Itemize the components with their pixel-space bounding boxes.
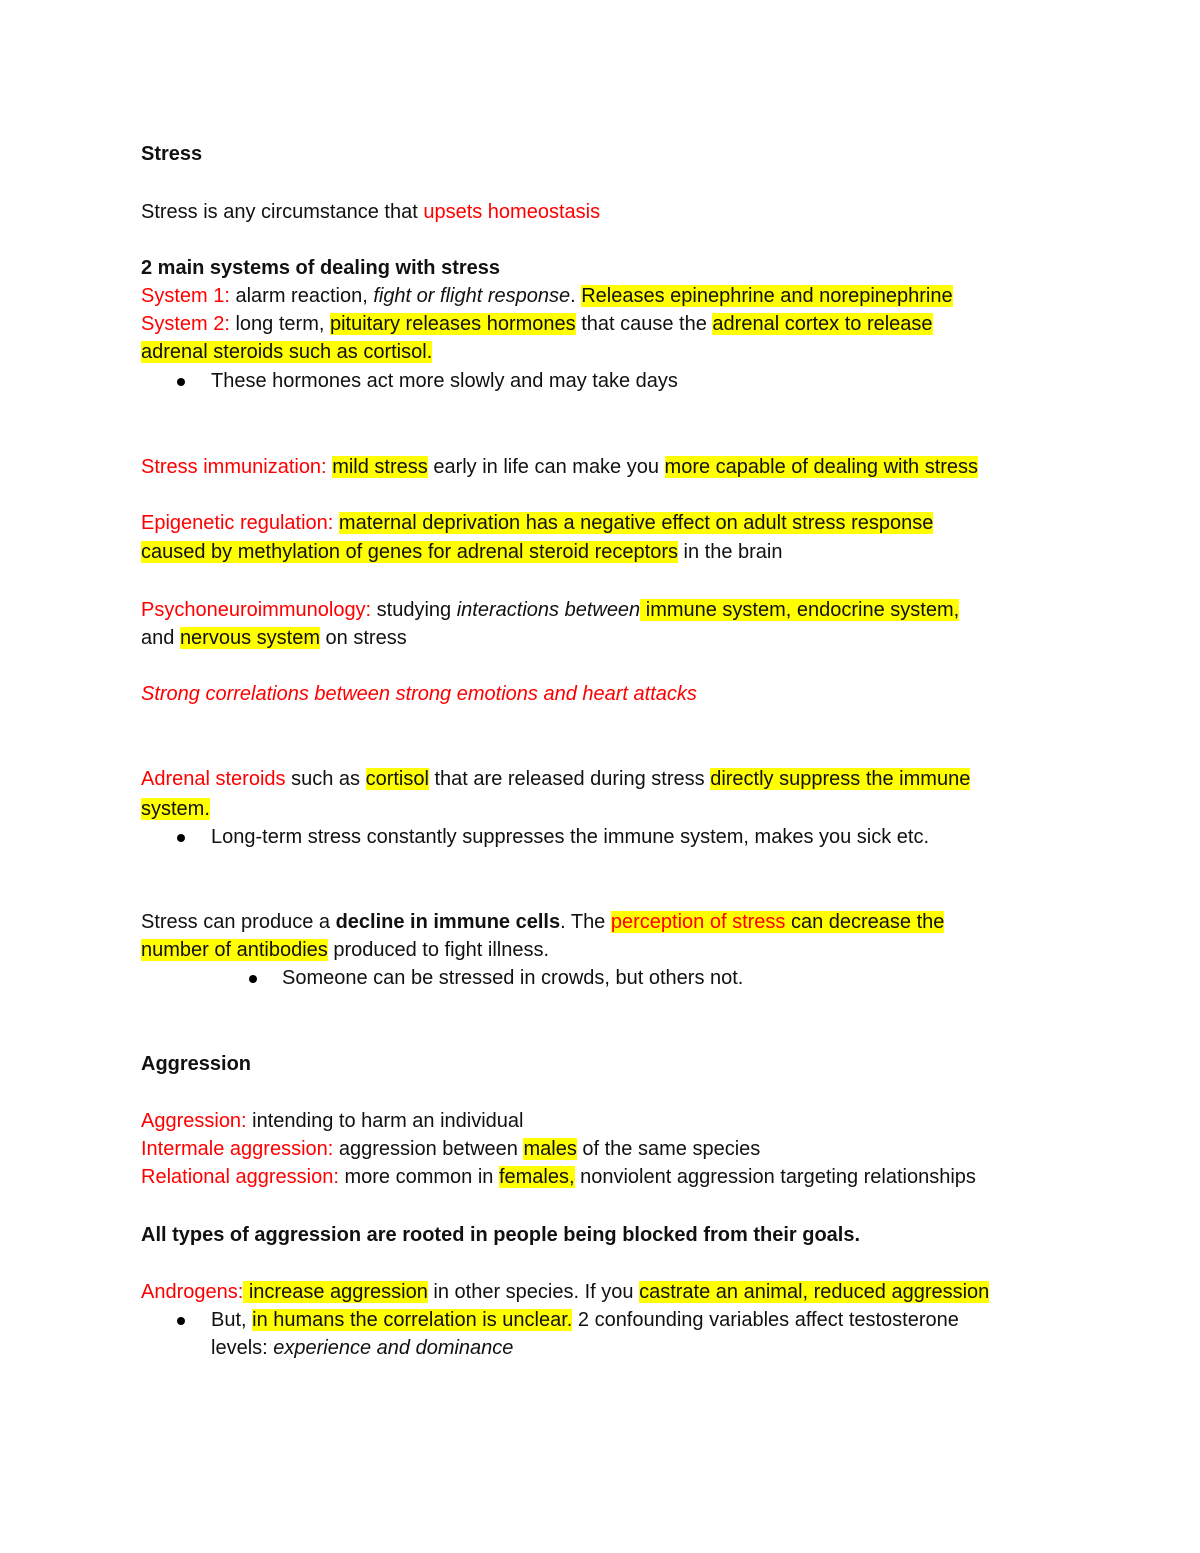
intermale-aggression: Intermale aggression: aggression between males of the same species (141, 1138, 761, 1160)
bullet-icon (249, 975, 257, 983)
stress-heading: Stress (141, 143, 203, 165)
stress-definition: Stress is any circumstance that upsets homeostasis (141, 201, 601, 223)
adrenal-steroids-cont: system. (141, 798, 210, 820)
system2-line: System 2: long term, pituitary releases hormones that cause the adrenal cortex to release (141, 313, 933, 335)
relational-aggression: Relational aggression: more common in females, nonviolent aggression targeting relationships (141, 1166, 976, 1188)
immune-decline-cont: number of antibodies produced to fight illness. (141, 939, 550, 961)
epigenetic-regulation-cont: caused by methylation of genes for adrenal steroid receptors in the brain (141, 541, 783, 563)
bullet-icon (177, 1317, 185, 1325)
bullet-item: Someone can be stressed in crowds, but others not. (282, 964, 743, 992)
bullet-item: These hormones act more slowly and may take days (211, 367, 678, 395)
aggression-root-statement: All types of aggression are rooted in people being blocked from their goals. (141, 1224, 861, 1246)
bullet-item-cont: levels: experience and dominance (211, 1337, 514, 1359)
immune-decline: Stress can produce a decline in immune cells. The perception of stress can decrease the (141, 911, 945, 933)
androgens: Androgens: increase aggression in other species. If you castrate an animal, reduced aggression (141, 1281, 990, 1303)
psychoneuroimmunology: Psychoneuroimmunology: studying interactions between immune system, endocrine system, (141, 599, 960, 621)
stress-immunization: Stress immunization: mild stress early in life can make you more capable of dealing with stress (141, 456, 979, 478)
bullet-icon (177, 378, 185, 386)
bullet-item: Long-term stress constantly suppresses the immune system, makes you sick etc. (211, 823, 929, 851)
systems-heading: 2 main systems of dealing with stress (141, 257, 501, 279)
bullet-icon (177, 834, 185, 842)
aggression-definition: Aggression: intending to harm an individual (141, 1110, 524, 1132)
system1-line: System 1: alarm reaction, fight or flight response. Releases epinephrine and norepinephrine (141, 285, 953, 307)
correlation-note: Strong correlations between strong emotions and heart attacks (141, 683, 697, 705)
epigenetic-regulation: Epigenetic regulation: maternal deprivation has a negative effect on adult stress response (141, 512, 934, 534)
adrenal-steroids: Adrenal steroids such as cortisol that are released during stress directly suppress the immune (141, 768, 971, 790)
aggression-heading: Aggression (141, 1053, 252, 1075)
psychoneuroimmunology-cont: and nervous system on stress (141, 627, 407, 649)
system2-line-cont: adrenal steroids such as cortisol. (141, 341, 433, 363)
bullet-item: But, in humans the correlation is unclear. 2 confounding variables affect testosterone (211, 1306, 959, 1334)
